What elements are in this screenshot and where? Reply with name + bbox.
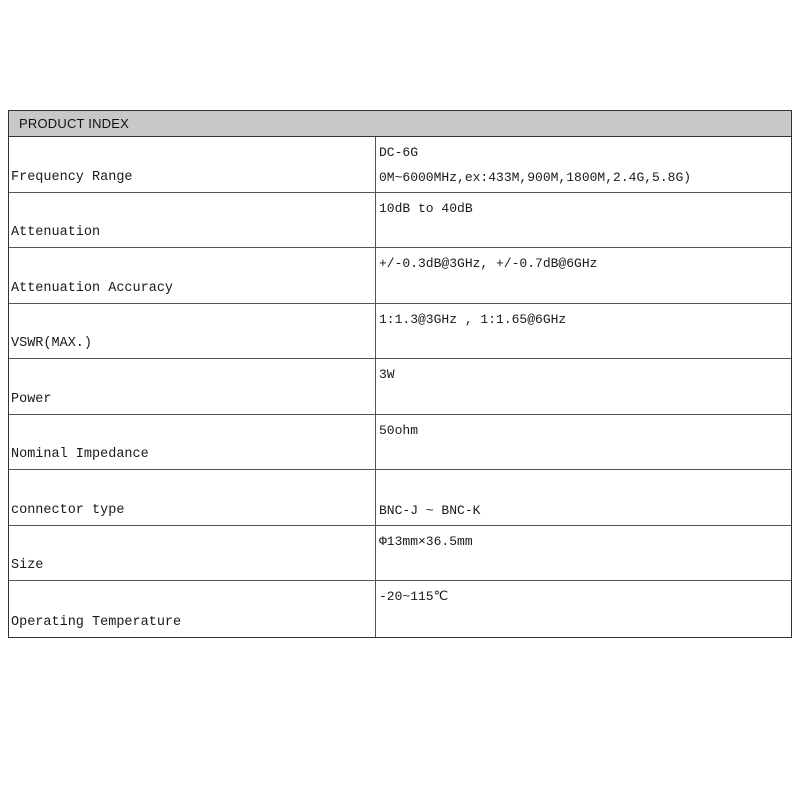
spec-label: Attenuation Accuracy xyxy=(11,280,174,296)
spec-value-cell xyxy=(376,359,791,414)
table-row xyxy=(9,304,791,360)
spec-value-cell xyxy=(376,304,791,359)
spec-value: 0M~6000MHz,ex:433M,900M,1800M,2.4G,5.8G) xyxy=(379,170,692,185)
spec-value-cell xyxy=(376,470,791,525)
table-row xyxy=(9,470,791,526)
table-row xyxy=(9,193,791,249)
table-row xyxy=(9,415,791,471)
spec-label: connector type xyxy=(11,502,125,518)
spec-label: Attenuation xyxy=(11,225,101,240)
spec-label-cell xyxy=(9,359,376,414)
spec-label-cell xyxy=(9,137,376,192)
spec-value: DC-6G xyxy=(379,145,419,160)
table-row xyxy=(9,248,791,304)
spec-value: 10dB to 40dB xyxy=(379,200,473,216)
spec-label: Power xyxy=(11,391,52,407)
spec-label-cell xyxy=(9,470,376,525)
spec-value: BNC-J ~ BNC-K xyxy=(379,503,481,518)
spec-value: 3W xyxy=(379,367,395,382)
spec-label-cell xyxy=(9,415,376,470)
table-row xyxy=(9,526,791,582)
spec-label-cell xyxy=(9,526,376,581)
spec-value-cell xyxy=(376,415,791,470)
spec-label-cell xyxy=(9,304,376,359)
spec-label-cell xyxy=(9,248,376,303)
spec-label: Size xyxy=(11,558,44,573)
table-row xyxy=(9,137,791,193)
product-index-table xyxy=(8,110,792,638)
spec-label: Nominal Impedance xyxy=(11,447,149,462)
spec-label: VSWR(MAX.) xyxy=(11,336,93,351)
spec-value: Φ13mm×36.5mm xyxy=(379,533,473,549)
spec-value-cell xyxy=(376,137,791,192)
spec-value-cell xyxy=(376,581,791,637)
table-header-title: PRODUCT INDEX xyxy=(19,116,129,131)
table-body xyxy=(9,137,791,637)
spec-label-cell xyxy=(9,581,376,637)
spec-label: Frequency Range xyxy=(11,169,133,185)
spec-value-cell xyxy=(376,526,791,581)
spec-label-cell xyxy=(9,193,376,248)
spec-value: -20~115℃ xyxy=(379,589,449,604)
spec-value-cell xyxy=(376,193,791,248)
spec-value: +/-0.3dB@3GHz, +/-0.7dB@6GHz xyxy=(379,256,598,271)
table-row xyxy=(9,581,791,637)
spec-value: 1:1.3@3GHz , 1:1.65@6GHz xyxy=(379,311,567,327)
spec-value: 50ohm xyxy=(379,422,419,438)
table-header xyxy=(9,111,791,137)
spec-label: Operating Temperature xyxy=(11,614,182,630)
spec-value-cell xyxy=(376,248,791,303)
table-row xyxy=(9,359,791,415)
